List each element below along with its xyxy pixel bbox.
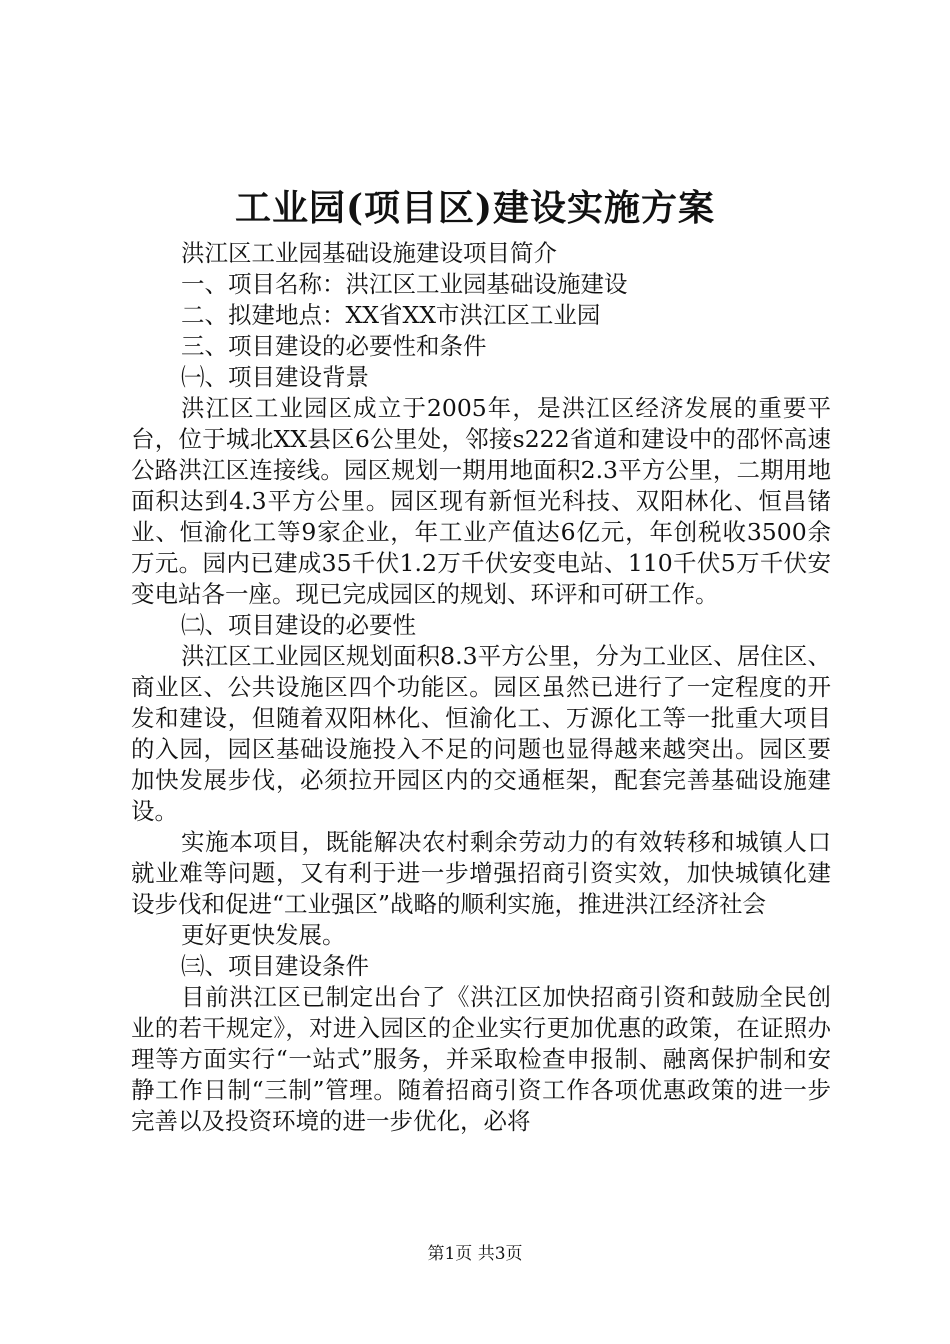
paragraph-intro: 洪江区工业园基础设施建设项目简介 xyxy=(181,239,557,267)
paragraph-conditions-heading: ㈢、项目建设条件 xyxy=(181,952,369,980)
paragraph-implementation-body: 实施本项目，既能解决农村剩余劳动力的有效转移和城镇人口就业难等问题，又有利于进一步增强招商引资实效，加快城镇化建设步伐和促进“工业强区”战略的顺利实施，推进洪江经济社会 xyxy=(131,828,831,918)
paragraph-project-name: 一、项目名称：洪江区工业园基础设施建设 xyxy=(181,270,628,298)
paragraph-necessity-heading: ㈡、项目建设的必要性 xyxy=(181,611,416,639)
page-footer: 第1页 共3页 xyxy=(427,1244,523,1264)
paragraph-necessity-body: 洪江区工业园区规划面积8.3平方公里，分为工业区、居住区、商业区、公共设施区四个功能区。园区虽然已进行了一定程度的开发和建设，但随着双阳林化、恒渝化工、万源化工等一批重大项目的入园，园区基础设施投入不足的问题也显得越来越突出。园区要加快发展步伐，必须拉开园区内的交通框架，配套完善基础设施建设。 xyxy=(131,642,831,825)
paragraph-conditions-body: 目前洪江区已制定出台了《洪江区加快招商引资和鼓励全民创业的若干规定》，对进入园区的企业实行更加优惠的政策，在证照办理等方面实行“一站式”服务，并采取检查申报制、融离保护制和安静工作日制“三制”管理。随着招商引资工作各项优惠政策的进一步完善以及投资环境的进一步优化，必将 xyxy=(131,983,831,1135)
paragraph-background-heading: ㈠、项目建设背景 xyxy=(181,363,369,391)
document-body xyxy=(131,238,831,1137)
document-title: 工业园(项目区)建设实施方案 xyxy=(234,187,716,229)
paragraph-location: 二、拟建地点：XX省XX市洪江区工业园 xyxy=(181,301,601,329)
paragraph-section-three-heading: 三、项目建设的必要性和条件 xyxy=(181,332,487,360)
paragraph-background-body: 洪江区工业园区成立于2005年，是洪江区经济发展的重要平台，位于城北XX县区6公里处，邻接s222省道和建设中的邵怀高速公路洪江区连接线。园区规划一期用地面积2.3平方公里，二期用地面积达到4.3平方公里。园区现有新恒光科技、双阳林化、恒昌锗业、恒渝化工等9家企业，年工业产值达6亿元，年创税收3500余万元。园内已建成35千伏1.2万千伏安变电站、110千伏5万千伏安变电站各一座。现已完成园区的规划、环评和可研工作。 xyxy=(131,394,831,608)
paragraph-implementation-continued: 更好更快发展。 xyxy=(181,921,346,949)
